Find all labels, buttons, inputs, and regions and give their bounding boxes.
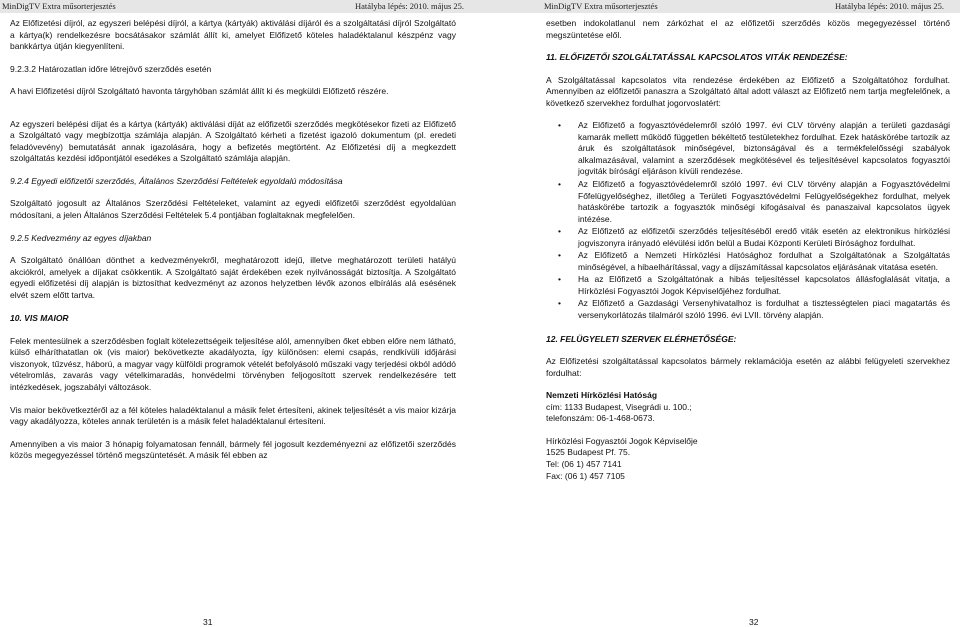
section-heading-9-2-3-2: 9.2.3.2 Határozatlan időre létrejövő szerződés esetén bbox=[10, 63, 212, 74]
left-header-date: Hatályba lépés: 2010. május 25. bbox=[355, 1, 465, 11]
list-item: • Az Előfizető a fogyasztóvédelemről szóló 1997. évi CLV törvény alapján a területi gazdasági kamarák mellett működő független békéltető testületekhez fordulhat. Ezek hatáskörébe tartozik az áruk és szolgáltatások minőségével, biztonságával és a termékfelelősségi szabályok alkalmazásával, valamint a szerződések megkötésével és teljesítésével kapcsolatos fogyasztói jogviták bíróságí eljáráson kívüli rendezése. bbox=[546, 120, 950, 178]
hfjk-po-box: 1525 Budapest Pf. 75. bbox=[546, 447, 631, 458]
right-header-title: MinDigTV Extra műsorterjesztés bbox=[544, 1, 658, 11]
paragraph: Az Előfizetési szolgáltatással kapcsolatos bármely reklamációja esetén az alábbi felügyeleti szervekhez fordulhat: bbox=[546, 356, 950, 378]
paragraph: Szolgáltató jogosult az Általános Szerződési Feltételeket, valamint az egyedi előfizetői szerződést egyoldalúan módosítani, a jelen Általános Szerződési Feltételek 5.4 pontjában foglaltaknak megfelelően. bbox=[10, 198, 456, 221]
left-page-header bbox=[0, 0, 480, 13]
left-page-body bbox=[10, 18, 456, 462]
right-page-header bbox=[480, 0, 960, 13]
paragraph: esetben indokolatlanul nem zárkózhat el az előfizetői szerződés közös megegyezéssel történő megszüntetése elől. bbox=[546, 18, 950, 40]
paragraph: A Szolgáltató önállóan dönthet a kedvezményekről, meghatározott idejű, illetve meghatározott területi hatályú akciókról, amelyek a díjakat csökkentik. A Szolgáltató saját érdekében ezek nyilvánosságát biztosítja. A Szolgáltató egyedi előfizetési díj alapján is biztosíthat kedvezményt az azonos helyzetben lévők azonos elbírálás alá esésének elvét szem előtt tartva. bbox=[10, 255, 456, 300]
nhh-address: cím: 1133 Budapest, Visegrádi u. 100.; bbox=[546, 401, 692, 412]
section-heading-9-2-5: 9.2.5 Kedvezmény az egyes díjakban bbox=[10, 232, 152, 243]
section-heading-11: 11. ELŐFIZETŐI SZOLGÁLTATÁSSAL KAPCSOLATOS VITÁK RENDEZÉSE: bbox=[546, 52, 848, 63]
paragraph: Az egyszeri belépési díjat és a kártya (kártyák) aktiválási díját az előfizetői szerződés megkötésekor fizeti az Előfizető a Szolgáltató vagy megbízottja számlája alapján. A Szolgáltató kérheti a fizetést igazoló dokumentum (pl. eredeti feladóvevény) bemutatását annak igazolására, hogy a befizetés megtörtént. Az Előfizetési díj a megkezdett szolgáltatás kezdési időpontjától esedékes a Szolgáltató számlája alapján. bbox=[10, 118, 456, 164]
paragraph: Amennyiben a vis maior 3 hónapig folyamatosan fennáll, bármely fél jogosult kezdeményezni az előfizetői szerződés közös megegyezéssel történő megszüntetését. A másik fél ebben az bbox=[10, 438, 456, 461]
list-item: • Az Előfizető a fogyasztóvédelemről szóló 1997. évi CLV törvény alapján a Fogyasztóvédelmi Főfelügyelőséghez, illetőleg a Területi Fogyasztóvédelmi Felügyelőségekhez fordulhat, melyek hatáskörébe tartozik a fogyasztók minőségi kifogásaival és panaszaival kapcsolatos ügyek intézése. bbox=[546, 179, 950, 225]
paragraph: Felek mentesülnek a szerződésben foglalt kötelezettségeik teljesítése alól, amennyiben őket ebben előre nem látható, külső elháríthatatlan ok (vis maior) bekövetkezte akadályozta, így különösen: elemi csapás, rendkívüli időjárási viszonyok, tűzvész, háború, a magyar vagy külföldi programok vételét befolyásoló műszaki vagy terjedési okból adódó vételromlás, zavarás vagy vételkimaradás, honvédelmi törvényben feljogosított szervek rendelkezésére tett intézkedések, jogszabályi változások. bbox=[10, 335, 456, 393]
right-page-number: 32 bbox=[749, 617, 759, 627]
left-page-number: 31 bbox=[203, 617, 213, 627]
hfjk-name: Hírközlési Fogyasztói Jogok Képviselője bbox=[546, 435, 698, 446]
nhh-phone: telefonszám: 06-1-468-0673. bbox=[546, 413, 655, 424]
right-page-body bbox=[546, 18, 950, 482]
hfjk-tel: Tel: (06 1) 457 7141 bbox=[546, 458, 622, 469]
paragraph: A Szolgáltatással kapcsolatos vita rendezése érdekében az Előfizető a Szolgáltatóhoz fordulhat. Amennyiben az előfizetői panaszra a Szolgáltató által adott választ az Előfizető nem tartja megfelelőnek, a következő szervekhez fordulhat jogorvoslatért: bbox=[546, 74, 950, 108]
nhh-name: Nemzeti Hírközlési Hatóság bbox=[546, 390, 658, 401]
bullet-list bbox=[546, 120, 950, 321]
section-heading-10: 10. VIS MAIOR bbox=[10, 313, 69, 324]
paragraph: Az Előfizetési díjról, az egyszeri belépési díjról, a kártya (kártyák) aktiválási díjáról és a szolgáltatási díjról Szolgáltató a kártya(k) rendelkezésre bocsátásakor számlát állít ki, amelyet Előfizető köteles haladéktalanul készpénz vagy bankkártya útján kiegyenlíteni. bbox=[10, 18, 456, 52]
paragraph: Vis maior bekövetkeztéről az a fél köteles haladéktalanul a másik felet értesíteni, akinek teljesítését a vis maior kizárja vagy akadályozza, köteles annak területén is a másik felet haladéktalanul értesíteni. bbox=[10, 404, 456, 427]
paragraph: A havi Előfizetési díjról Szolgáltató havonta tárgyhóban számlát állít ki és megküldi Előfizető részére. bbox=[10, 86, 389, 97]
list-item: • Az Előfizető az előfizetői szerződés teljesítéséből eredő viták esetén az elektronikus hírközlési jogviszonyra irányadó elévülési időn belül a Budai Központi Kerületi Bírósághoz fordulhat. bbox=[546, 226, 950, 249]
right-header-date: Hatályba lépés: 2010. május 25. bbox=[835, 1, 945, 11]
section-heading-9-2-4: 9.2.4 Egyedi előfizetői szerződés, Általános Szerződési Feltételek egyoldalú módosítása bbox=[10, 175, 343, 186]
list-item: • Az Előfizető a Nemzeti Hírközlési Hatósághoz fordulhat a Szolgáltatónak a Szolgáltatás minőségével, a hibaelhárítással, vagy a díjszámítással kapcsolatos eljárásának vitatása esetén. bbox=[546, 250, 950, 273]
list-item: • Ha az Előfizető a Szolgáltatónak a hibás teljesítéssel kapcsolatos állásfoglalását vitatja, a Hírközlési Fogyasztói Jogok Képviselőjéhez fordulhat. bbox=[546, 274, 950, 297]
hfjk-fax: Fax: (06 1) 457 7105 bbox=[546, 470, 625, 481]
left-header-title: MinDigTV Extra műsorterjesztés bbox=[2, 1, 116, 11]
section-heading-12: 12. FELÜGYELETI SZERVEK ELÉRHETŐSÉGE: bbox=[546, 333, 737, 344]
list-item: • Az Előfizető a Gazdasági Versenyhivatalhoz is fordulhat a tisztességtelen piaci magatartás és versenykorlátozás tilalmáról szóló 1996. évi LVII. törvény alapján. bbox=[546, 298, 950, 321]
